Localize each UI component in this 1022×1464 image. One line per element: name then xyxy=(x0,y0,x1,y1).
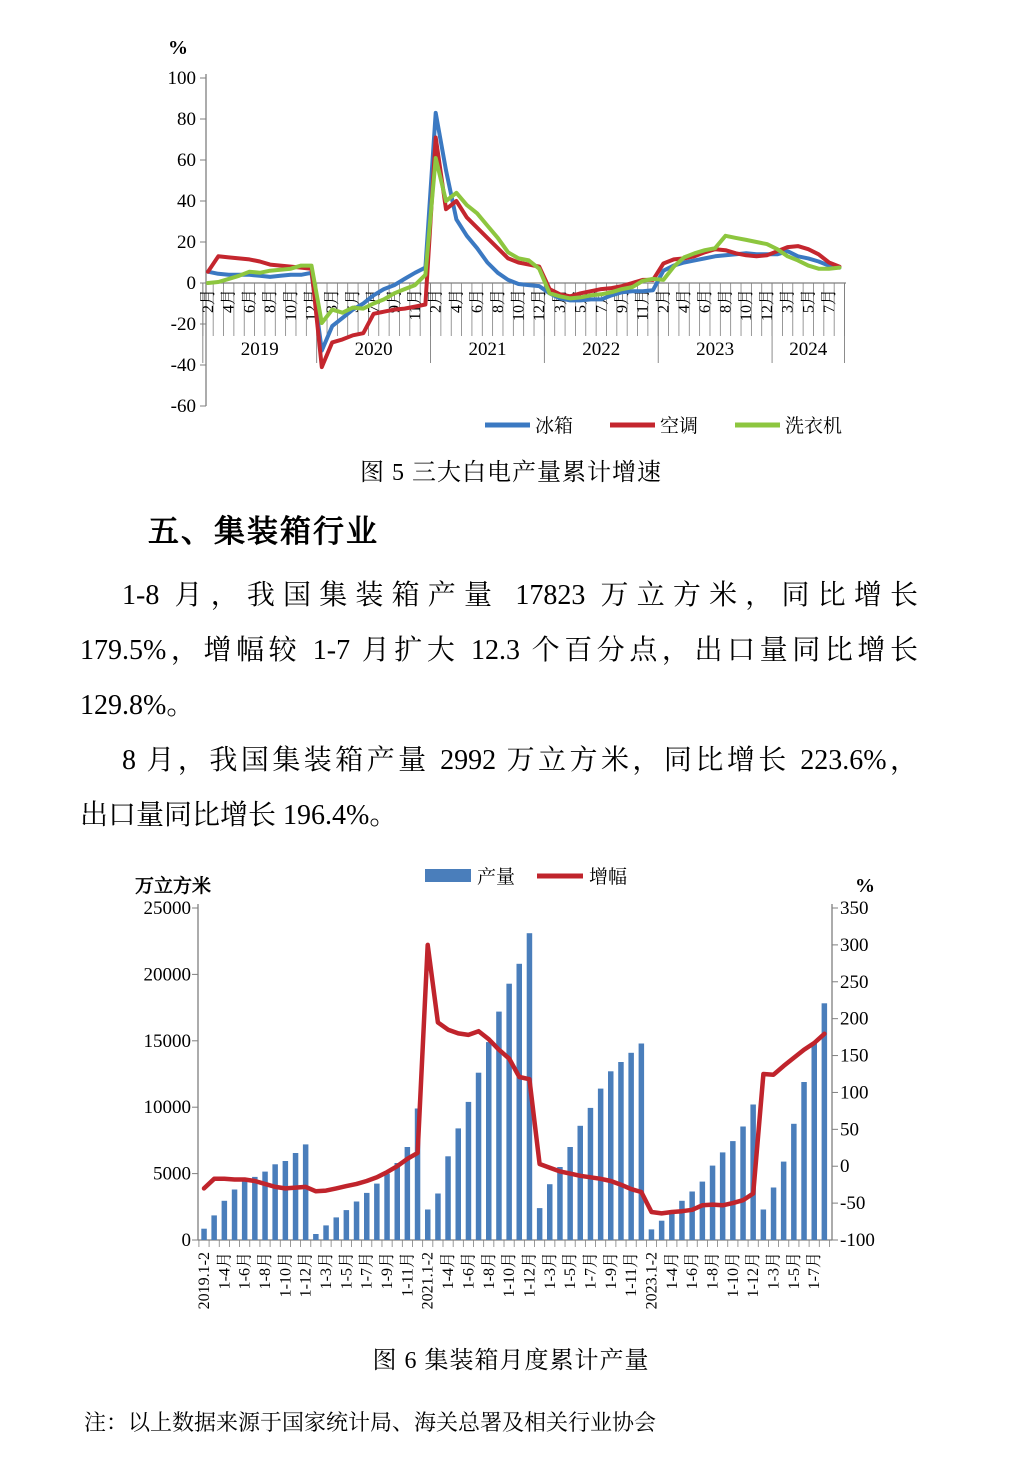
svg-text:1-8月: 1-8月 xyxy=(480,1252,498,1290)
bar xyxy=(293,1153,299,1240)
svg-text:1-12月: 1-12月 xyxy=(297,1252,315,1298)
paragraph-line: 出口量同比增长 196.4%。 xyxy=(80,800,398,831)
container-output-bar-line-chart xyxy=(85,850,985,1330)
bar xyxy=(781,1162,787,1240)
svg-text:9月: 9月 xyxy=(614,289,631,314)
svg-text:4月: 4月 xyxy=(220,289,238,314)
svg-text:6月: 6月 xyxy=(469,289,487,314)
bar xyxy=(506,984,512,1240)
svg-text:1-12月: 1-12月 xyxy=(745,1252,763,1298)
bar xyxy=(232,1190,238,1241)
svg-text:7月: 7月 xyxy=(593,289,611,314)
bar xyxy=(567,1147,573,1240)
bar xyxy=(740,1127,746,1241)
bar xyxy=(639,1044,645,1241)
legend-label-洗衣机: 洗衣机 xyxy=(785,416,843,437)
svg-text:0: 0 xyxy=(840,1156,850,1178)
svg-text:200: 200 xyxy=(840,1008,869,1030)
svg-text:10月: 10月 xyxy=(738,289,756,322)
svg-text:11月: 11月 xyxy=(634,289,652,321)
svg-text:12月: 12月 xyxy=(531,289,549,322)
bar xyxy=(323,1225,329,1240)
svg-text:1-11月: 1-11月 xyxy=(399,1252,417,1297)
svg-text:1-4月: 1-4月 xyxy=(663,1252,681,1290)
legend-label-空调: 空调 xyxy=(660,416,699,437)
svg-text:1-6月: 1-6月 xyxy=(684,1252,702,1290)
fig5-legend xyxy=(485,415,842,437)
svg-text:2月: 2月 xyxy=(427,289,445,314)
bar xyxy=(425,1210,431,1241)
bar xyxy=(547,1184,553,1240)
svg-text:10000: 10000 xyxy=(143,1097,191,1119)
legend-label-产量: 产量 xyxy=(477,867,516,888)
svg-text:5月: 5月 xyxy=(800,289,818,314)
bar xyxy=(669,1212,675,1240)
bar xyxy=(659,1221,665,1240)
svg-text:1-4月: 1-4月 xyxy=(440,1252,458,1290)
svg-text:6月: 6月 xyxy=(241,289,259,314)
svg-text:2021.1-2: 2021.1-2 xyxy=(419,1252,437,1310)
svg-text:1-3月: 1-3月 xyxy=(541,1252,559,1290)
svg-text:5月: 5月 xyxy=(572,289,590,314)
svg-text:6月: 6月 xyxy=(696,289,714,314)
bar xyxy=(608,1071,614,1240)
svg-text:1-10月: 1-10月 xyxy=(501,1252,519,1298)
svg-text:1-4月: 1-4月 xyxy=(216,1252,234,1290)
svg-text:3月: 3月 xyxy=(551,289,569,314)
bar xyxy=(791,1124,797,1240)
svg-text:1-10月: 1-10月 xyxy=(277,1252,295,1298)
figure6-caption: 图 6 集装箱月度累计产量 xyxy=(372,1348,650,1374)
fig6-bars-产量 xyxy=(201,933,827,1240)
svg-text:1-6月: 1-6月 xyxy=(460,1252,478,1290)
bar xyxy=(201,1229,207,1240)
svg-text:2月: 2月 xyxy=(200,289,217,314)
svg-text:100: 100 xyxy=(167,68,196,89)
bar xyxy=(618,1062,624,1240)
svg-text:1-5月: 1-5月 xyxy=(338,1252,356,1290)
fig6-left-unit: 万立方米 xyxy=(135,876,212,897)
svg-text:1-8月: 1-8月 xyxy=(257,1252,275,1290)
svg-text:0: 0 xyxy=(186,273,196,294)
paragraph-line: 8 月，我国集装箱产量 2992 万立方米，同比增长 223.6%， xyxy=(122,745,918,776)
legend-label-增幅: 增幅 xyxy=(589,867,628,888)
bar xyxy=(700,1182,706,1240)
bar xyxy=(537,1208,543,1240)
svg-text:1-8月: 1-8月 xyxy=(704,1252,722,1290)
bar xyxy=(628,1053,634,1240)
bar xyxy=(395,1163,401,1240)
bar xyxy=(761,1210,767,1241)
bar xyxy=(476,1073,482,1240)
svg-text:20: 20 xyxy=(177,232,196,253)
svg-text:20000: 20000 xyxy=(143,964,191,986)
svg-text:1-3月: 1-3月 xyxy=(765,1252,783,1290)
fig5-year-label: 2022 xyxy=(582,339,621,360)
bar xyxy=(771,1188,777,1241)
svg-text:150: 150 xyxy=(840,1045,869,1067)
svg-text:-60: -60 xyxy=(170,396,196,417)
svg-text:9月: 9月 xyxy=(386,289,404,314)
white-goods-growth-line-chart xyxy=(140,20,880,452)
fig5-month-labels xyxy=(199,289,838,321)
bar xyxy=(598,1089,604,1240)
svg-text:7月: 7月 xyxy=(365,289,383,314)
legend-label-冰箱: 冰箱 xyxy=(535,416,574,437)
bar xyxy=(303,1144,309,1240)
bar xyxy=(456,1128,462,1240)
svg-text:60: 60 xyxy=(177,150,196,171)
svg-text:10月: 10月 xyxy=(282,289,300,322)
fig5-unit-label: % xyxy=(168,37,188,59)
bar xyxy=(435,1194,441,1241)
fig5-year-label: 2020 xyxy=(354,339,393,360)
svg-text:40: 40 xyxy=(177,191,196,212)
svg-text:300: 300 xyxy=(840,934,869,956)
svg-text:1-6月: 1-6月 xyxy=(236,1252,254,1290)
bar xyxy=(354,1202,360,1241)
fig6-x-labels xyxy=(196,1252,823,1309)
bar xyxy=(730,1141,736,1240)
svg-text:250: 250 xyxy=(840,971,869,993)
svg-text:8月: 8月 xyxy=(489,289,507,314)
bar xyxy=(649,1229,655,1240)
bar xyxy=(222,1201,228,1240)
paragraph-line: 179.5%，增幅较 1-7 月扩大 12.3 个百分点，出口量同比增长 xyxy=(80,635,918,666)
svg-text:1-11月: 1-11月 xyxy=(623,1252,641,1297)
svg-text:5月: 5月 xyxy=(344,289,362,314)
fig5-year-label: 2024 xyxy=(789,339,828,360)
svg-text:7月: 7月 xyxy=(821,289,838,314)
svg-text:2023.1-2: 2023.1-2 xyxy=(643,1252,661,1310)
fig5-axes xyxy=(168,68,847,417)
fig6-right-unit: % xyxy=(855,875,875,897)
svg-text:-20: -20 xyxy=(170,314,196,335)
bar xyxy=(364,1193,370,1240)
bar xyxy=(374,1184,380,1240)
svg-text:11月: 11月 xyxy=(407,289,424,321)
bar xyxy=(822,1003,828,1240)
svg-text:50: 50 xyxy=(840,1119,859,1141)
bar xyxy=(384,1174,390,1240)
svg-text:10月: 10月 xyxy=(510,289,528,322)
svg-text:1-12月: 1-12月 xyxy=(521,1252,539,1298)
bar xyxy=(445,1156,451,1240)
bar xyxy=(242,1180,248,1240)
bar xyxy=(679,1201,685,1240)
svg-text:1-7月: 1-7月 xyxy=(806,1252,824,1290)
bar xyxy=(272,1164,278,1240)
svg-text:8月: 8月 xyxy=(262,289,280,314)
svg-text:1-10月: 1-10月 xyxy=(724,1252,742,1298)
svg-text:3月: 3月 xyxy=(324,289,342,314)
data-source-note: 注：以上数据来源于国家统计局、海关总署及相关行业协会 xyxy=(84,1410,657,1435)
bar xyxy=(211,1215,217,1240)
svg-text:0: 0 xyxy=(181,1230,191,1251)
bar xyxy=(344,1210,350,1240)
section-heading: 五、集装箱行业 xyxy=(148,514,379,549)
body-text xyxy=(80,568,918,843)
svg-text:5000: 5000 xyxy=(153,1163,191,1185)
bar xyxy=(588,1108,594,1240)
bar xyxy=(578,1126,584,1240)
fig5-year-label: 2021 xyxy=(468,339,507,360)
bar xyxy=(801,1082,807,1240)
svg-text:100: 100 xyxy=(840,1082,869,1104)
paragraph-line: 1-8 月，我国集装箱产量 17823 万立方米，同比增长 xyxy=(122,580,918,611)
svg-text:12月: 12月 xyxy=(758,289,776,322)
svg-text:-50: -50 xyxy=(840,1193,866,1215)
fig5-year-label: 2023 xyxy=(696,339,735,360)
svg-text:3月: 3月 xyxy=(779,289,797,314)
bar xyxy=(517,964,523,1240)
bar xyxy=(283,1161,289,1240)
bar xyxy=(252,1177,258,1240)
bar xyxy=(557,1167,563,1240)
svg-text:25000: 25000 xyxy=(143,898,191,919)
svg-text:4月: 4月 xyxy=(676,289,694,314)
svg-text:1-5月: 1-5月 xyxy=(562,1252,580,1290)
bar xyxy=(720,1152,726,1240)
legend-swatch-产量 xyxy=(425,869,471,882)
bar xyxy=(486,1042,492,1240)
svg-text:8月: 8月 xyxy=(717,289,735,314)
fig5-year-label: 2019 xyxy=(240,339,279,360)
svg-text:2019.1-2: 2019.1-2 xyxy=(196,1252,213,1310)
svg-text:350: 350 xyxy=(840,898,869,919)
svg-text:2月: 2月 xyxy=(655,289,673,314)
figure5-caption: 图 5 三大白电产量累计增速 xyxy=(360,460,662,486)
bar xyxy=(812,1043,818,1240)
svg-text:-100: -100 xyxy=(840,1230,875,1251)
svg-text:15000: 15000 xyxy=(143,1030,191,1052)
bar xyxy=(334,1217,340,1240)
svg-text:1-9月: 1-9月 xyxy=(602,1252,620,1290)
svg-text:1-3月: 1-3月 xyxy=(318,1252,336,1290)
svg-text:1-7月: 1-7月 xyxy=(358,1252,376,1290)
svg-text:12月: 12月 xyxy=(303,289,321,322)
bar xyxy=(466,1102,472,1240)
svg-text:1-7月: 1-7月 xyxy=(582,1252,600,1290)
svg-text:80: 80 xyxy=(177,109,196,130)
svg-text:-40: -40 xyxy=(170,355,196,376)
svg-text:1-9月: 1-9月 xyxy=(379,1252,397,1290)
bar xyxy=(313,1234,319,1240)
paragraph-line: 129.8%。 xyxy=(80,690,195,721)
fig6-legend xyxy=(425,866,627,888)
svg-text:1-5月: 1-5月 xyxy=(785,1252,803,1290)
bar xyxy=(689,1192,695,1241)
svg-text:4月: 4月 xyxy=(448,289,466,314)
